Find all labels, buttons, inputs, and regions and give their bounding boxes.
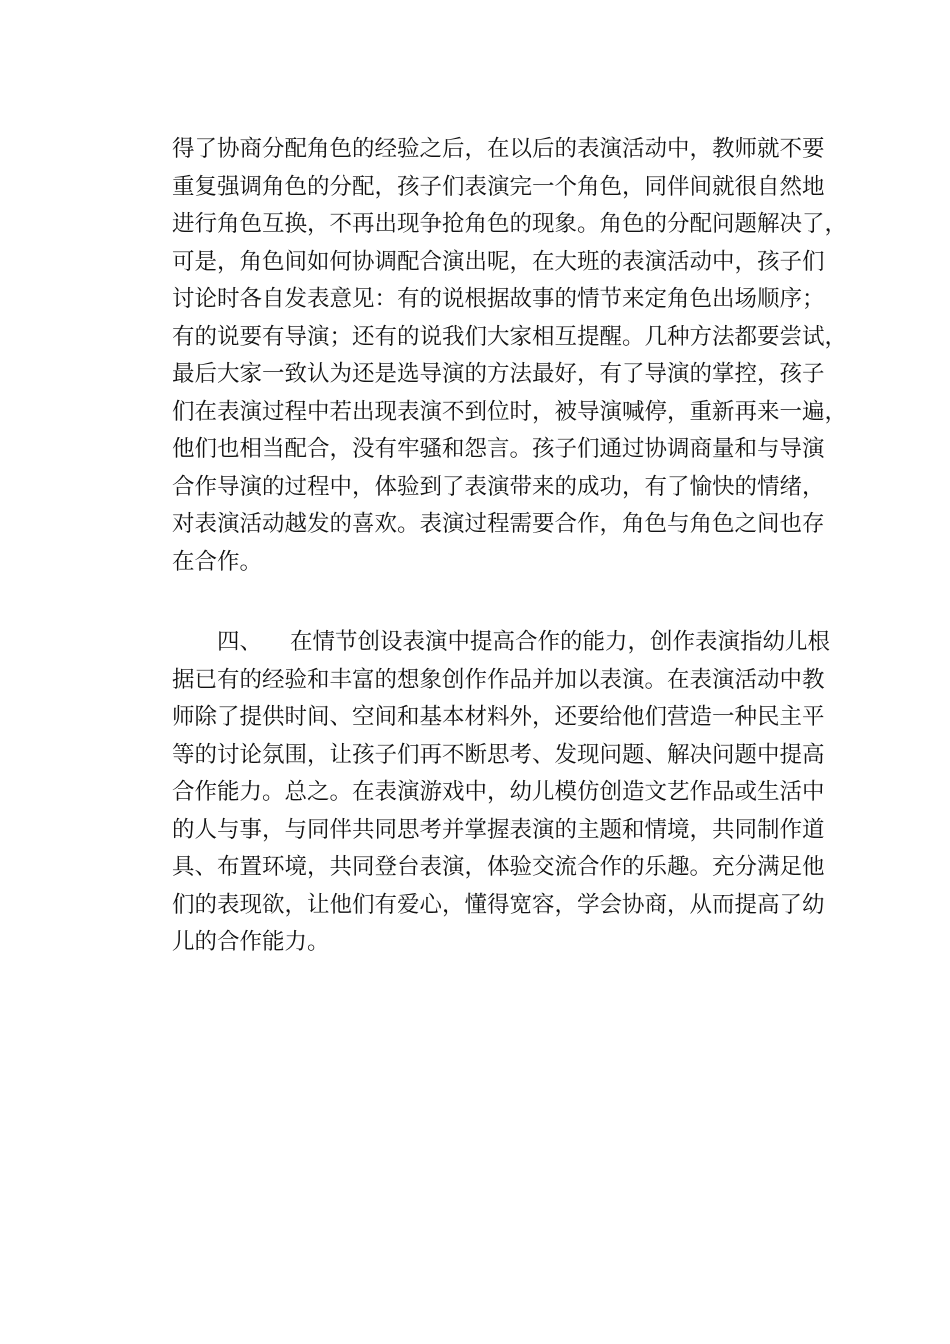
paragraph-line: 可是，角色间如何协调配合演出呢，在大班的表演活动中，孩子们 (172, 248, 825, 275)
paragraph-line: 进行角色互换，不再出现争抢角色的现象。角色的分配问题解决了， (172, 211, 848, 237)
paragraph-line: 他们也相当配合，没有牢骚和怨言。孩子们通过协调商量和与导演 (172, 436, 825, 462)
paragraph-line: 重复强调角色的分配，孩子们表演完一个角色，同伴间就很自然地 (172, 173, 825, 200)
section-number: 四、 (217, 629, 263, 655)
paragraph-line: 具、布置环境，共同登台表演，体验交流合作的乐趣。充分满足他 (172, 854, 825, 880)
paragraph-line: 们在表演过程中若出现表演不到位时，被导演喊停，重新再来一遍， (172, 398, 848, 425)
paragraph-line: 有的说要有导演；还有的说我们大家相互提醒。几种方法都要尝试， (172, 323, 848, 350)
paragraph-line: 得了协商分配角色的经验之后，在以后的表演活动中，教师就不要 (172, 136, 825, 162)
paragraph-line: 等的讨论氛围，让孩子们再不断思考、发现问题、解决问题中提高 (172, 741, 825, 768)
paragraph-line: 据已有的经验和丰富的想象创作作品并加以表演。在表演活动中教 (172, 666, 825, 693)
section-heading-line (172, 624, 832, 662)
paragraph-line: 儿的合作能力。 (172, 929, 330, 955)
paragraph-line: 最后大家一致认为还是选导演的方法最好，有了导演的掌控，孩子 (172, 361, 825, 387)
paragraph-line: 讨论时各自发表意见：有的说根据故事的情节来定角色出场顺序； (172, 286, 825, 312)
paragraph-line: 合作能力。总之。在表演游戏中，幼儿模仿创造文艺作品或生活中 (172, 779, 825, 805)
paragraph-role-assignment (172, 131, 848, 581)
section-first-line: 在情节创设表演中提高合作的能力，创作表演指幼儿根 (290, 629, 831, 655)
paragraph-line: 们的表现欲，让他们有爱心，懂得宽容，学会协商，从而提高了幼 (172, 891, 825, 918)
paragraph-line: 合作导演的过程中，体验到了表演带来的成功，有了愉快的情绪， (172, 473, 825, 500)
paragraph-line: 对表演活动越发的喜欢。表演过程需要合作，角色与角色之间也存 (172, 511, 825, 537)
paragraph-line: 在合作。 (172, 548, 263, 575)
paragraph-line: 的人与事，与同伴共同思考并掌握表演的主题和情境，共同制作道 (172, 816, 825, 843)
paragraph-line: 师除了提供时间、空间和基本材料外，还要给他们营造一种民主平 (172, 704, 825, 730)
paragraph-section-four (172, 624, 832, 962)
